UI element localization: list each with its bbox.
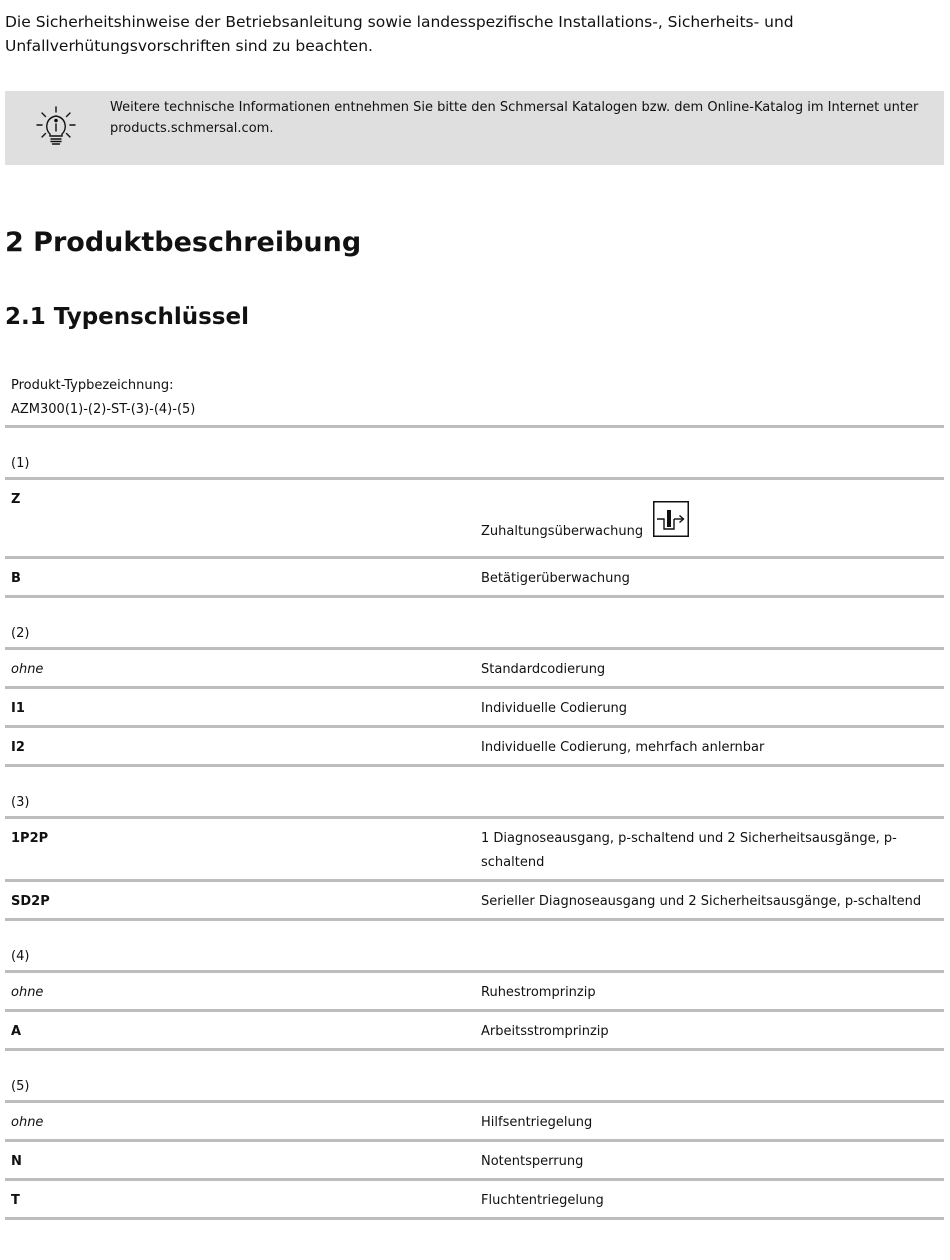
subsection-heading: 2.1 Typenschlüssel: [5, 304, 249, 330]
table-row: [5, 1181, 944, 1220]
option-code: I1: [11, 701, 25, 716]
table-row: [5, 1142, 944, 1181]
option-code: B: [11, 571, 21, 586]
group-row: [5, 767, 944, 819]
lock-monitoring-icon: [653, 501, 689, 537]
group-label: (1): [11, 456, 30, 471]
option-description: Standardcodierung: [481, 662, 606, 677]
option-code: ohne: [11, 1115, 44, 1130]
group-row: [5, 598, 944, 650]
group-label: (3): [11, 795, 30, 810]
table-row: [5, 728, 944, 767]
table-row: [5, 559, 944, 598]
option-description: Betätigerüberwachung: [481, 571, 630, 586]
info-note-box: [5, 91, 944, 165]
group-row: [5, 1051, 944, 1103]
option-code: A: [11, 1024, 22, 1039]
table-row: [5, 1103, 944, 1142]
table-row: [5, 650, 944, 689]
group-row: [5, 921, 944, 973]
option-code: SD2P: [11, 894, 50, 909]
header-label: Produkt-Typbezeichnung:: [11, 378, 174, 393]
header-type-code: AZM300(1)-(2)-ST-(3)-(4)-(5): [11, 402, 196, 417]
option-description: Serieller Diagnoseausgang und 2 Sicherheitsausgänge, p-schaltend: [481, 894, 922, 909]
table-row: [5, 480, 944, 559]
option-code: I2: [11, 740, 25, 755]
option-code: N: [11, 1154, 22, 1169]
option-description: Fluchtentriegelung: [481, 1193, 604, 1208]
option-code: T: [11, 1193, 20, 1208]
table-row: [5, 882, 944, 921]
option-code: ohne: [11, 985, 44, 1000]
option-description: Ruhestromprinzip: [481, 985, 596, 1000]
type-code-table: [5, 373, 944, 1220]
info-note-text: Weitere technische Informationen entnehmen Sie bitte den Schmersal Katalogen bzw. dem Online-Katalog im Internet unter products.schmersal.com.: [110, 100, 919, 136]
section-heading: 2 Produktbeschreibung: [5, 227, 362, 258]
group-label: (2): [11, 626, 30, 641]
option-description: Arbeitsstromprinzip: [481, 1024, 609, 1039]
option-description: Zuhaltungsüberwachung: [481, 524, 644, 539]
group-row: [5, 428, 944, 480]
lightbulb-info-icon: [35, 105, 77, 147]
option-code: 1P2P: [11, 831, 49, 846]
group-label: (5): [11, 1079, 30, 1094]
option-description: Individuelle Codierung: [481, 701, 628, 716]
table-row: [5, 819, 944, 882]
table-row: [5, 689, 944, 728]
option-code: Z: [11, 492, 21, 507]
table-row: [5, 1012, 944, 1051]
option-description: Hilfsentriegelung: [481, 1115, 593, 1130]
group-label: (4): [11, 949, 30, 964]
option-description: 1 Diagnoseausgang, p-schaltend und 2 Sicherheitsausgänge, p-schaltend: [481, 831, 897, 870]
table-row: [5, 973, 944, 1012]
option-description: Individuelle Codierung, mehrfach anlernbar: [481, 740, 765, 755]
intro-paragraph: Die Sicherheitshinweise der Betriebsanleitung sowie landesspezifische Installations-, Sicherheits- und Unfallverhütungsvorschriften sind zu beachten.: [5, 13, 794, 55]
table-header-row: [5, 373, 944, 428]
option-description: Notentsperrung: [481, 1154, 584, 1169]
option-code: ohne: [11, 662, 44, 677]
